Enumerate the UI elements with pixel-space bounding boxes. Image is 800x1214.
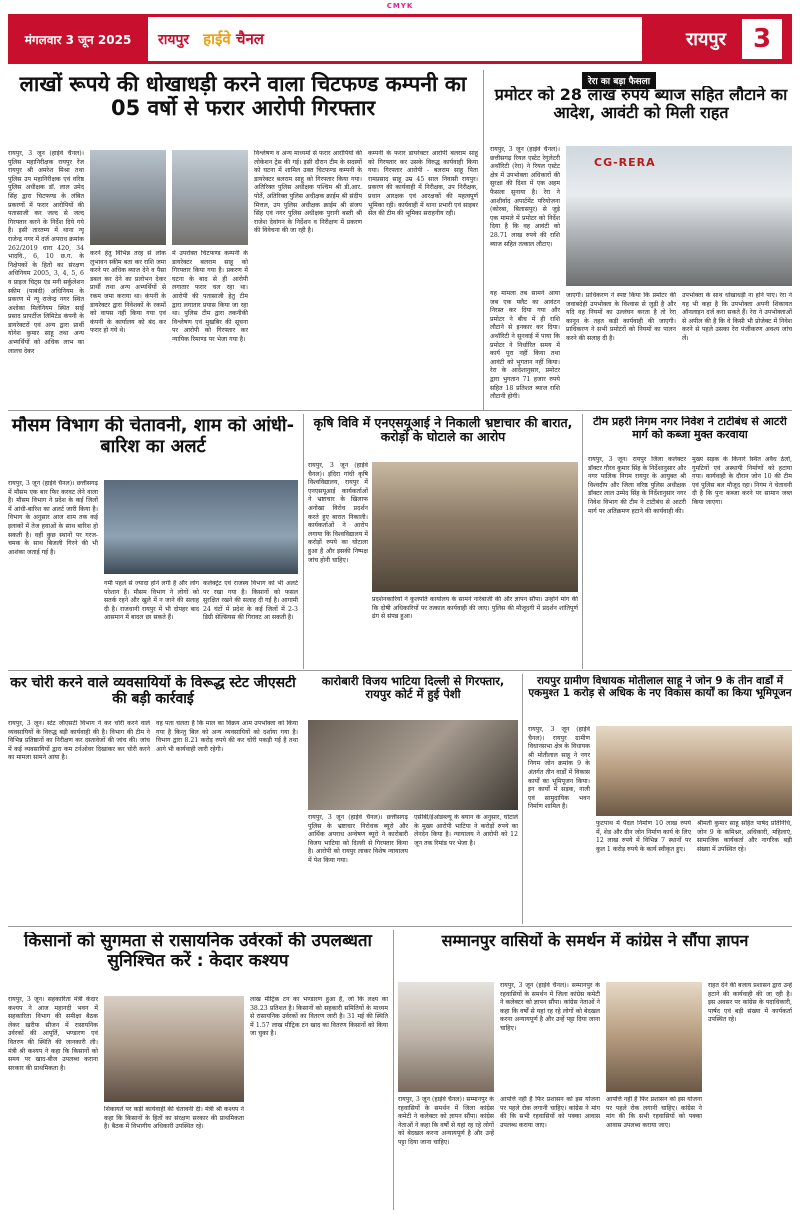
story3-headline: मौसम विभाग की चेतावनी, शाम को आंधी-बारिश का अलर्ट — [11, 416, 295, 457]
story3-col2: गर्मी पहले से ज्यादा होने लगी है और लोग परेशान हैं। मौसम विभाग ने लोगों को सतर्क रहने और खुले में न जाने की सलाह दी है। राजधानी रायपुर में भी दोपहर बाद आसमान में बादल छा सकते हैं। — [104, 580, 199, 622]
story5-col2: मुख्य सड़क के किनारे स्थित अवैध ठेलों, गुमटियों एवं अस्थायी निर्माणों को हटाया गया। कार्यवाही के दौरान जोन 10 की टीम एवं पुलिस बल मौजूद रहा। निगम ने चेतावनी दी है कि पुनः कब्जा करने पर सामान जब्त किया जाएगा। — [692, 456, 792, 506]
story6-col1: रायपुर, 3 जून। स्टेट जीएसटी विभाग ने कर चोरी करने वाले व्यवसायियों के विरुद्ध बड़ी कार्यवाही की है। विभाग की टीम ने विभिन्न प्रतिष्ठानों का निरीक्षण कर दस्तावेजों की जांच की। जांच में कई व्यवसायियों द्वारा कम टर्नओवर दिखाकर कर चोरी करने का मामला सामने आया है। — [8, 720, 150, 762]
column-divider — [582, 414, 583, 669]
story2-col1: रायपुर, 3 जून (हाईवे चैनल)। छत्तीसगढ़ रियल एस्टेट रेगुलेटरी अथॉरिटी (रेरा) ने रियल एस्टेट क्षेत्र में उपभोक्ता अधिकारों की सुरक्षा की दिशा में एक अहम फैसला सुनाया है। रेरा ने आशीर्वाद अपार्टमेंट परियोजना (कोरबा, बिलासपुर) से जुड़े एक मामले में प्रमोटर को निर्देश दिया है कि वह आवंटी को 28.71 लाख रुपये की राशि ब्याज सहित तत्काल लौटाए। — [490, 146, 560, 248]
masthead — [8, 14, 792, 64]
story10-col1: रायपुर, 3 जून (हाईवे चैनल)। सम्मानपुर के रहवासियों के समर्थन में जिला कांग्रेस कमेटी ने कलेक्टर को ज्ञापन सौंपा। कांग्रेस नेताओं ने कहा कि वर्षों से यहां रह रहे लोगों को बेदखल करना अन्यायपूर्ण है और उन्हें पट्टा दिया जाना चाहिए। — [500, 982, 600, 1032]
story5-headline-box — [588, 416, 792, 452]
story9-col2: लाख मीट्रिक टन का भण्डारण हुआ है, जो कि लक्ष्य का 38.23 प्रतिशत है। किसानों को सहकारी समितियों के माध्यम से रासायनिक उर्वरकों का वितरण जारी है। 31 मई की स्थिति में 1.57 लाख मीट्रिक टन खाद का वितरण किसानों को किया जा चुका है। — [250, 996, 388, 1038]
row-divider — [8, 926, 792, 927]
story7-col1: रायपुर, 3 जून (हाईवे चैनल)। छत्तीसगढ़ पुलिस के भ्रष्टाचार निरोधक ब्यूरो और आर्थिक अपराध अन्वेषण ब्यूरो ने कारोबारी विजय भाटिया को दिल्ली से गिरफ्तार किया है। आरोपी को रायपुर लाकर विशेष न्यायालय में पेश किया गया। — [308, 814, 408, 864]
story2-kicker: रेरा का बड़ा फैसला — [582, 72, 656, 89]
story5-col1: रायपुर, 3 जून। रायपुर जिला कलेक्टर डॉक्टर गौरव कुमार सिंह के निर्देशानुसार और नगर पालिक निगम रायपुर के आयुक्त श्री विश्वदीप और जिला वरिष्ठ पुलिस अधीक्षक डॉक्टर लाल उम्मेद सिंह के निर्देशानुसार नगर निवेश विभाग की टीम ने टाटीबंध से आटरी मार्ग पर अतिक्रमण हटाने की कार्यवाही की। — [588, 456, 686, 515]
rera-office-photo — [566, 146, 792, 286]
story4-headline: कृषि विवि में एनएसयूआई ने निकाली भ्रष्टाचार की बारात, करोड़ों के घोटाले का आरोप — [313, 416, 573, 445]
story4-headline-box — [308, 416, 578, 458]
story10-col1b: रायपुर, 3 जून (हाईवे चैनल)। सम्मानपुर के रहवासियों के समर्थन में जिला कांग्रेस कमेटी ने कलेक्टर को ज्ञापन सौंपा। कांग्रेस नेताओं ने कहा कि वर्षों से यहां रह रहे लोगों को बेदखल करना अन्यायपूर्ण है और उन्हें पट्टा दिया जाना चाहिए। — [398, 1096, 494, 1146]
section-city: रायपुर — [685, 29, 726, 50]
story1-col1: रायपुर, 3 जून (हाईवे चैनल)। पुलिस महानिरीक्षक रायपुर रेंज रायपुर श्री अमरेश मिश्रा तथा पुलिस उप महानिरीक्षक एवं वरिष्ठ पुलिस अधीक्षक डॉ. लाल उमेद सिंह द्वारा चिटफण्ड के लंबित प्रकरणों में फरार आरोपियों की पतासाजी कर जल्द से जल्द गिरफ्तार करने के निर्देश दिये गये है। इसी तारतम्य में थाना न्यू राजेन्द्र नगर में दर्ज अपराध क्रमांक 262/2019 धारा 420, 34 भादवि., 6, 10 छ.ग. के निक्षेपकों के हितों का संरक्षण अधिनियम 2005, 3, 4, 5, 6 व प्राइज चिट्स एंड मनी सर्कुलेशन स्कीम (पाबंदी) अधिनियम के प्रकरण में न्यू राजेन्द्र नगर स्थित अशोका मिलेनियम स्थित साईं प्रसाद प्रापर्टीज लिमिटेड कंपनी के डायरेक्टरों एवं अन्य द्वारा प्रार्थी योगेश कुमार साहू तथा अन्य अभ्यर्थियों को अधिक लाभ का लालच देकर — [8, 150, 84, 355]
story1-col4: विश्लेषण व अन्य माध्यमों से फरार आरोपियों की लोकेशन ट्रेस की गई। इसी दौरान टीम के सदस्यों को घटना में शामिल उक्त चिटफण्ड कम्पनी के डायरेक्टर बलराम साहू को गिरफ्तार किया गया। अतिरिक्त पुलिस अधीक्षक पश्चिम श्री डी.आर. पोर्ते, अतिरिक्त पुलिस अधीक्षक क्राईम श्री संदीप मित्तल, उप पुलिस अधीक्षक क्राईम श्री संजय सिंह एवं नगर पुलिस अधीक्षक पुरानी बस्ती श्री राजेश देवांगन के निर्देशन व निरीक्षण में प्रकरण की विवेचना की जा रही है। — [254, 150, 362, 235]
story9-col1: रायपुर, 3 जून। सहकारिता मंत्री केदार कश्यप ने आज महानदी भवन में सहकारिता विभाग की समीक्षा बैठक लेकर खरीफ सीजन में रासायनिक उर्वरकों की आपूर्ति, भण्डारण एवं वितरण की स्थिति की जानकारी ली। मंत्री श्री कश्यप ने कहा कि किसानों को समय पर खाद-बीज उपलब्ध कराना सरकार की प्राथमिकता है। — [8, 996, 98, 1072]
story2-col4: उपभोक्ता के साथ धोखाधड़ी ना होने पाए। रेरा ने यह भी कहा है कि उपभोक्ता अपनी शिकायत ऑनलाइन दर्ज करा सकते हैं। रेरा ने उपभोक्ताओं से अपील की है कि वे किसी भी प्रोजेक्ट में निवेश करने से पहले उसका रेरा पंजीकरण अवश्य जांच लें। — [682, 292, 792, 342]
section-tab — [642, 14, 792, 64]
issue-date: मंगलवार 3 जून 2025 — [8, 14, 148, 64]
column-divider — [522, 674, 523, 924]
memorandum-photo-right — [606, 982, 702, 1092]
story6-headline: कर चोरी करने वाले व्यवसायियों के विरूद्ध स्टेट जीएसटी की बड़ी कार्रवाई — [10, 675, 296, 708]
accused-photo — [90, 150, 166, 245]
masthead-center — [148, 14, 642, 64]
story8-col2: फुटपाथ में पैदल निर्माण 10 लाख रुपये में, शेड और ग्रीन जोन निर्माण कार्य के लिए 12 लाख रुपये में विभिन्न 7 स्थानों पर कुल 1 करोड़ रुपये के कार्य स्वीकृत हुए। — [596, 820, 691, 853]
story10-col2: आपत्ति नहीं है फिर प्रशासन को इस योजना पर पहले रोक लगानी चाहिए। कांग्रेस ने मांग की कि सभी रहवासियों को पक्का आवास उपलब्ध कराया जाए। — [500, 1096, 600, 1129]
story1-col5: कम्पनी के फरार डायरेक्टर आरोपी बलराम साहू को गिरफ्तार कर उसके विरुद्ध कार्यवाही किया गया। गिरफ्तार आरोपी - बलराम साहू पिता रामप्रसाद साहू उम्र 45 साल निवासी रायपुर। प्रकरण की कार्यवाही में निरीक्षक, उप निरीक्षक, प्रधान आरक्षक एवं आरक्षकों की महत्वपूर्ण भूमिका रही। कार्यवाही में थाना प्रभारी एवं साइबर सेल की टीम की भूमिका सराहनीय रही। — [368, 150, 478, 218]
page-number: 3 — [742, 19, 782, 59]
story6-col2: वह पता चलता है कि माल का विक्रय आम उपभोक्ता को किया गया है किन्तु बिल को अन्य व्यवसायियों को दर्शाया गया है। विभाग द्वारा 8.21 करोड़ रुपये की कर चोरी पकड़ी गई है तथा आगे भी कार्यवाही जारी रहेगी। — [156, 720, 298, 753]
edition-city: रायपुर — [158, 31, 190, 48]
newspaper-logo — [203, 29, 264, 49]
story1-headline-box — [8, 72, 478, 142]
column-divider — [483, 70, 484, 410]
story1-col3: में उपरोक्त चिटफण्ड कम्पनी के डायरेक्टर बलराम साहू को गिरफ्तार किया गया है। प्रकरण में घटना के बाद से ही आरोपी लगातार फरार चल रहा था। आरोपी की पतासाजी हेतु टीम द्वारा लगातार प्रयास किया जा रहा था। पुलिस टीम द्वारा तकनीकी विश्लेषण एवं मुखबिर की सूचना पर आरोपी को गिरफ्तार कर न्यायिक रिमाण्ड पर भेजा गया है। — [172, 250, 248, 343]
story7-headline: कारोबारी विजय भाटिया दिल्ली से गिरफ्तार, रायपुर कोर्ट में हुई पेशी — [321, 675, 505, 702]
story2-headline-box — [490, 86, 792, 138]
story7-headline-box — [308, 675, 518, 717]
protest-photo — [372, 462, 578, 592]
police-team-photo — [172, 150, 248, 245]
story8-col3: श्रीमती कुमार साहू सहित पार्षद प्रतिनिधि, जोन 9 के कमिश्नर, अधिकारी, महिलाएं, सामाजिक कार्यकर्ता और नागरिक बड़ी संख्या में उपस्थित रहे। — [697, 820, 792, 853]
handcuff-photo — [308, 720, 518, 810]
story10-col2b: आपत्ति नहीं है फिर प्रशासन को इस योजना पर पहले रोक लगानी चाहिए। कांग्रेस ने मांग की कि सभी रहवासियों को पक्का आवास उपलब्ध कराया जाए। — [606, 1096, 702, 1129]
memorandum-photo-left — [398, 982, 494, 1092]
logo-part-a: हाईवे — [203, 30, 231, 48]
storm-photo — [104, 480, 298, 574]
story2-col3: जाएगी। प्राधिकरण ने स्पष्ट किया कि प्रमोटर की जवाबदेही उपभोक्ता के विश्वास से जुड़ी है और यदि वह नियमों का उल्लंघन करता है तो रेरा कानून के तहत कड़ी कार्यवाही की जाएगी। प्राधिकरण ने सभी प्रमोटरों को नियमों का पालन करने की सलाह दी है। — [566, 292, 676, 342]
story10-headline-box — [398, 932, 792, 978]
column-divider — [303, 414, 304, 669]
story2-col2: यह मामला तब सामने आया जब एक फ्लैट का आवंटन निरस्त कर दिया गया और प्रमोटर ने बीच में ही राशि लौटाने से इनकार कर दिया। अथॉरिटी ने सुनवाई में पाया कि प्रमोटर ने निर्धारित समय में कार्य पूरा नहीं किया तथा आवंटी को भुगतान नहीं किया। रेरा के आदेशानुसार, प्रमोटर द्वारा भुगतान 71 हजार रुपये सहित 18 प्रतिशत ब्याज राशि लौटानी होगी। — [490, 290, 560, 401]
story6-headline-box — [8, 675, 298, 717]
story4-col2: प्रदर्शनकारियों ने कुलपति कार्यालय के सामने नारेबाजी की और ज्ञापन सौंपा। उन्होंने मांग की कि दोषी अधिकारियों पर तत्काल कार्यवाही की जाए। पुलिस की मौजूदगी में प्रदर्शन शांतिपूर्ण ढंग से संपन्न हुआ। — [372, 596, 578, 621]
story8-col1: रायपुर, 3 जून (हाईवे चैनल)। रायपुर ग्रामीण विधानसभा क्षेत्र के विधायक श्री मोतीलाल साहू ने नगर निगम जोन क्रमांक 9 के अंतर्गत तीन वार्डों में विकास कार्यों का भूमिपूजन किया। इन कार्यों में सड़क, नाली एवं सामुदायिक भवन निर्माण शामिल है। — [528, 726, 590, 811]
logo-part-b: चैनल — [235, 30, 264, 48]
rera-sign-text: CG-RERA — [594, 156, 656, 169]
print-registration-mark: CMYK — [386, 2, 414, 10]
story3-headline-box — [8, 416, 298, 476]
story7-col2: एसीबी/ईओडब्ल्यू के बयान के अनुसार, घोटाले के मुख्य आरोपी भाटिया ने करोड़ों रुपये का लेनदेन किया है। न्यायालय ने आरोपी को 12 जून तक रिमांड पर भेजा है। — [414, 814, 518, 847]
story9-headline-box — [8, 932, 388, 992]
story8-headline-box — [528, 675, 792, 723]
bhoomipujan-photo — [596, 726, 792, 816]
review-meeting-photo — [104, 996, 244, 1102]
story9-headline: किसानों को सुगमता से रासायनिक उर्वरकों की उपलब्धता सुनिश्चित करें : केदार कश्यप — [24, 932, 372, 971]
story10-col3: राहत देने की बजाय प्रशासन द्वारा उन्हें हटाने की कार्यवाही की जा रही है। इस अवसर पर कांग्रेस के पदाधिकारी, पार्षद एवं बड़ी संख्या में कार्यकर्ता उपस्थित रहे। — [708, 982, 792, 1024]
row-divider — [8, 670, 792, 671]
story3-col1: रायपुर, 3 जून (हाईवे चैनल)। छत्तीसगढ़ में मौसम एक बार फिर करवट लेने वाला है। मौसम विभाग ने प्रदेश के कई जिलों में आंधी-बारिश का अलर्ट जारी किया है। विभाग के अनुसार आज शाम तक कई इलाकों में तेज हवाओं के साथ बारिश हो सकती है। वहीं कुछ स्थानों पर गरज-चमक के साथ बिजली गिरने की भी आशंका जताई गई है। — [8, 480, 98, 556]
story4-col1: रायपुर, 3 जून (हाईवे चैनल)। इंदिरा गांधी कृषि विश्वविद्यालय, रायपुर में एनएसयूआई कार्यकर्ताओं ने भ्रष्टाचार के खिलाफ अनोखा विरोध प्रदर्शन करते हुए बारात निकाली। कार्यकर्ताओं ने आरोप लगाया कि विश्वविद्यालय में करोड़ों रुपये का घोटाला हुआ है और इसकी निष्पक्ष जांच होनी चाहिए। — [308, 462, 368, 564]
story10-headline: सम्मानपुर वासियों के समर्थन में कांग्रेस ने सौंपा ज्ञापन — [441, 932, 749, 950]
story1-col2: करने हेतु विभिन्न तरह से लोक लुभावन स्कीम बता कर राशि जमा करने पर अधिक ब्याज देने व पैसा डबल कर देने का प्रलोभन देकर प्रार्थी तथा अन्य अभ्यर्थियों से रकम जमा कराया था। कंपनी के डायरेक्टर द्वारा निवेशकों के रकमों को वापस नहीं किया गया एवं कंपनी के कार्यालय को बंद कर फरार हो गये थे। — [90, 250, 166, 335]
story2-headline: प्रमोटर को 28 लाख रुपये ब्याज सहित लौटाने का आदेश, आवंटी को मिली राहत — [494, 86, 788, 123]
story1-headline: लाखों रूपये की धोखाधड़ी करने वाला चिटफण्ड कम्पनी का 05 वर्षो से फरार आरोपी गिरफ्तार — [19, 72, 467, 121]
story8-headline: रायपुर ग्रामीण विधायक मोतीलाल साहू ने जोन 9 के तीन वार्डों में एकमुश्त 1 करोड़ से अधिक के नए विकास कार्यों का किया भूमिपूजन — [528, 675, 792, 700]
story5-headline: टीम प्रहरी निगम नगर निवेश ने टाटीबंध से आटरी मार्ग को कब्जा मुक्त करवाया — [593, 416, 787, 441]
row-divider — [8, 410, 792, 411]
story9-col3: शिकायतें पर कड़ी कार्यवाही की चेतावनी दी। मंत्री श्री कश्यप ने कहा कि किसानों के हितों का संरक्षण सरकार की प्राथमिकता है। बैठक में विभागीय अधिकारी उपस्थित रहे। — [104, 1106, 244, 1131]
column-divider — [393, 930, 394, 1210]
story3-col3: कलेक्ट्रेट एवं राजस्व विभाग को भी अलर्ट पर रखा गया है। किसानों को फसल सुरक्षित रखने की सलाह दी गई है। आगामी 24 घंटों में प्रदेश के कई जिलों में 2-3 डिग्री सेल्सियस की गिरावट आ सकती है। — [203, 580, 298, 622]
